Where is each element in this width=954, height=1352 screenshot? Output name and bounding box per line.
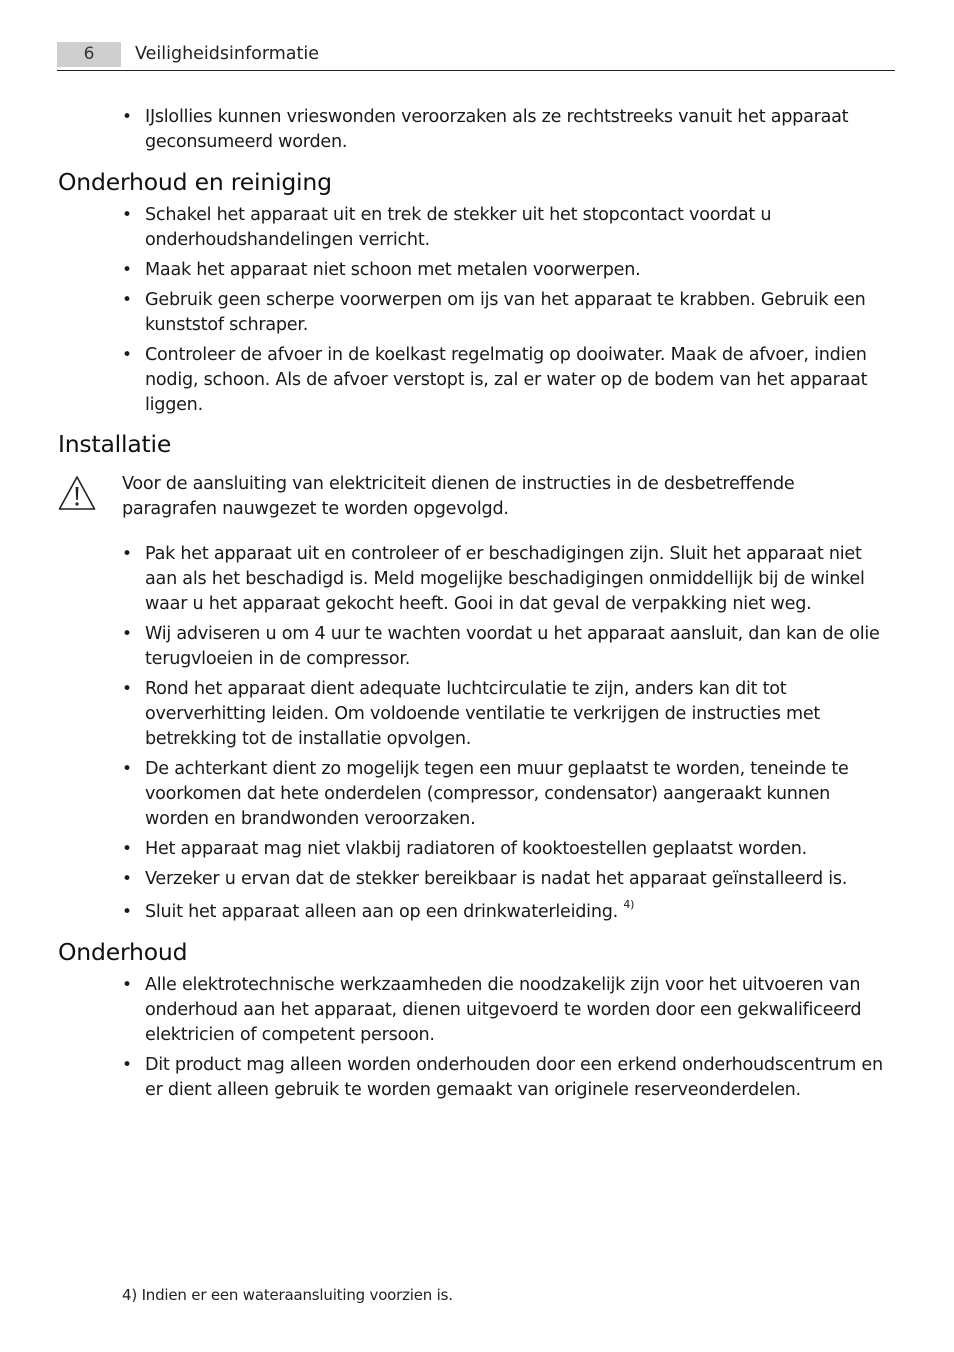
bullet-icon: • [122,107,132,127]
list-item: • Rond het apparaat dient adequate luchtcirculatie te zijn, anders kan dit tot oververhitting leiden. Om voldoende ventilatie te verkrijgen de instructies met betrekking tot de installatie opvolgen. [122,679,821,749]
bullet-icon: • [122,1055,132,1075]
bullet-icon: • [122,759,132,779]
list-item: • Wij adviseren u om 4 uur te wachten voordat u het apparaat aansluit, dan kan de olie terugvloeien in de compressor. [122,624,880,669]
list-item: • Verzeker u ervan dat de stekker bereikbaar is nadat het apparaat geïnstalleerd is. [120,867,898,892]
header-section-title: Veiligheidsinformatie [135,44,319,64]
bullet-icon: • [122,205,132,225]
bullet-icon: • [122,679,132,699]
list-item: • Schakel het apparaat uit en trek de stekker uit het stopcontact voordat u onderhoudshandelingen verricht. [122,205,772,250]
list-item: • Dit product mag alleen worden onderhouden door een erkend onderhoudscentrum en er dient alleen gebruik te worden gemaakt van originele reserveonderdelen. [122,1055,883,1100]
list-item: • Controleer de afvoer in de koelkast regelmatig op dooiwater. Maak de afvoer, indien nodig, schoon. Als de afvoer verstopt is, zal er water op de bodem van het apparaat liggen. [122,345,868,415]
list-item: • Gebruik geen scherpe voorwerpen om ijs van het apparaat te krabben. Gebruik een kunststof schraper. [122,290,866,335]
bullet-icon: • [122,290,132,310]
bullet-icon: • [122,260,132,280]
list-item: • Maak het apparaat niet schoon met metalen voorwerpen. [120,258,898,283]
page-header [57,40,895,71]
bullet-icon: • [122,345,132,365]
list-item: • IJslollies kunnen vrieswonden veroorzaken als ze rechtstreeks vanuit het apparaat geconsumeerd worden. [122,107,849,152]
list-item: • De achterkant dient zo mogelijk tegen een muur geplaatst te worden, teneinde te voorkomen dat hete onderdelen (compressor, condensator) aangeraakt kunnen worden en brandwonden veroorzaken. [122,759,849,829]
page-number: 6 [57,42,121,67]
installatie-list [120,542,898,930]
list-item: • Alle elektrotechnische werkzaamheden die noodzakelijk zijn voor het uitvoeren van onderhoud aan het apparaat, dienen uitgevoerd te worden door een gekwalificeerd elektricien of competent persoon. [122,975,862,1045]
bullet-icon: • [122,869,132,889]
list-item: • Pak het apparaat uit en controleer of er beschadigingen zijn. Sluit het apparaat niet aan als het beschadigd is. Meld mogelijke beschadigingen onmiddellijk bij de winkel waar u het apparaat gekocht heeft. Gooi in dat geval de verpakking niet weg. [122,544,865,614]
heading-onderhoud: Onderhoud [58,938,188,966]
intro-list [120,105,898,160]
warning-text: Voor de aansluiting van elektriciteit dienen de instructies in de desbetreffende paragrafen nauwgezet te worden opgevolgd. [122,474,795,519]
bullet-icon: • [122,902,132,922]
bullet-icon: • [122,839,132,859]
heading-installatie: Installatie [58,430,172,458]
footnote: 4) Indien er een wateraansluiting voorzien is. [122,1286,453,1304]
warning-triangle-icon [58,475,96,511]
bullet-icon: • [122,975,132,995]
footnote-ref: 4) [623,898,635,911]
bullet-icon: • [122,624,132,644]
onderhoud-list [120,973,898,1108]
list-item: • Het apparaat mag niet vlakbij radiatoren of kooktoestellen geplaatst worden. [120,837,898,862]
bullet-icon: • [122,544,132,564]
onderhoud-reiniging-list [120,203,898,423]
heading-onderhoud-en-reiniging: Onderhoud en reiniging [58,168,332,196]
list-item: • Sluit het apparaat alleen aan op een drinkwaterleiding. $^{4)}$ [120,900,898,925]
